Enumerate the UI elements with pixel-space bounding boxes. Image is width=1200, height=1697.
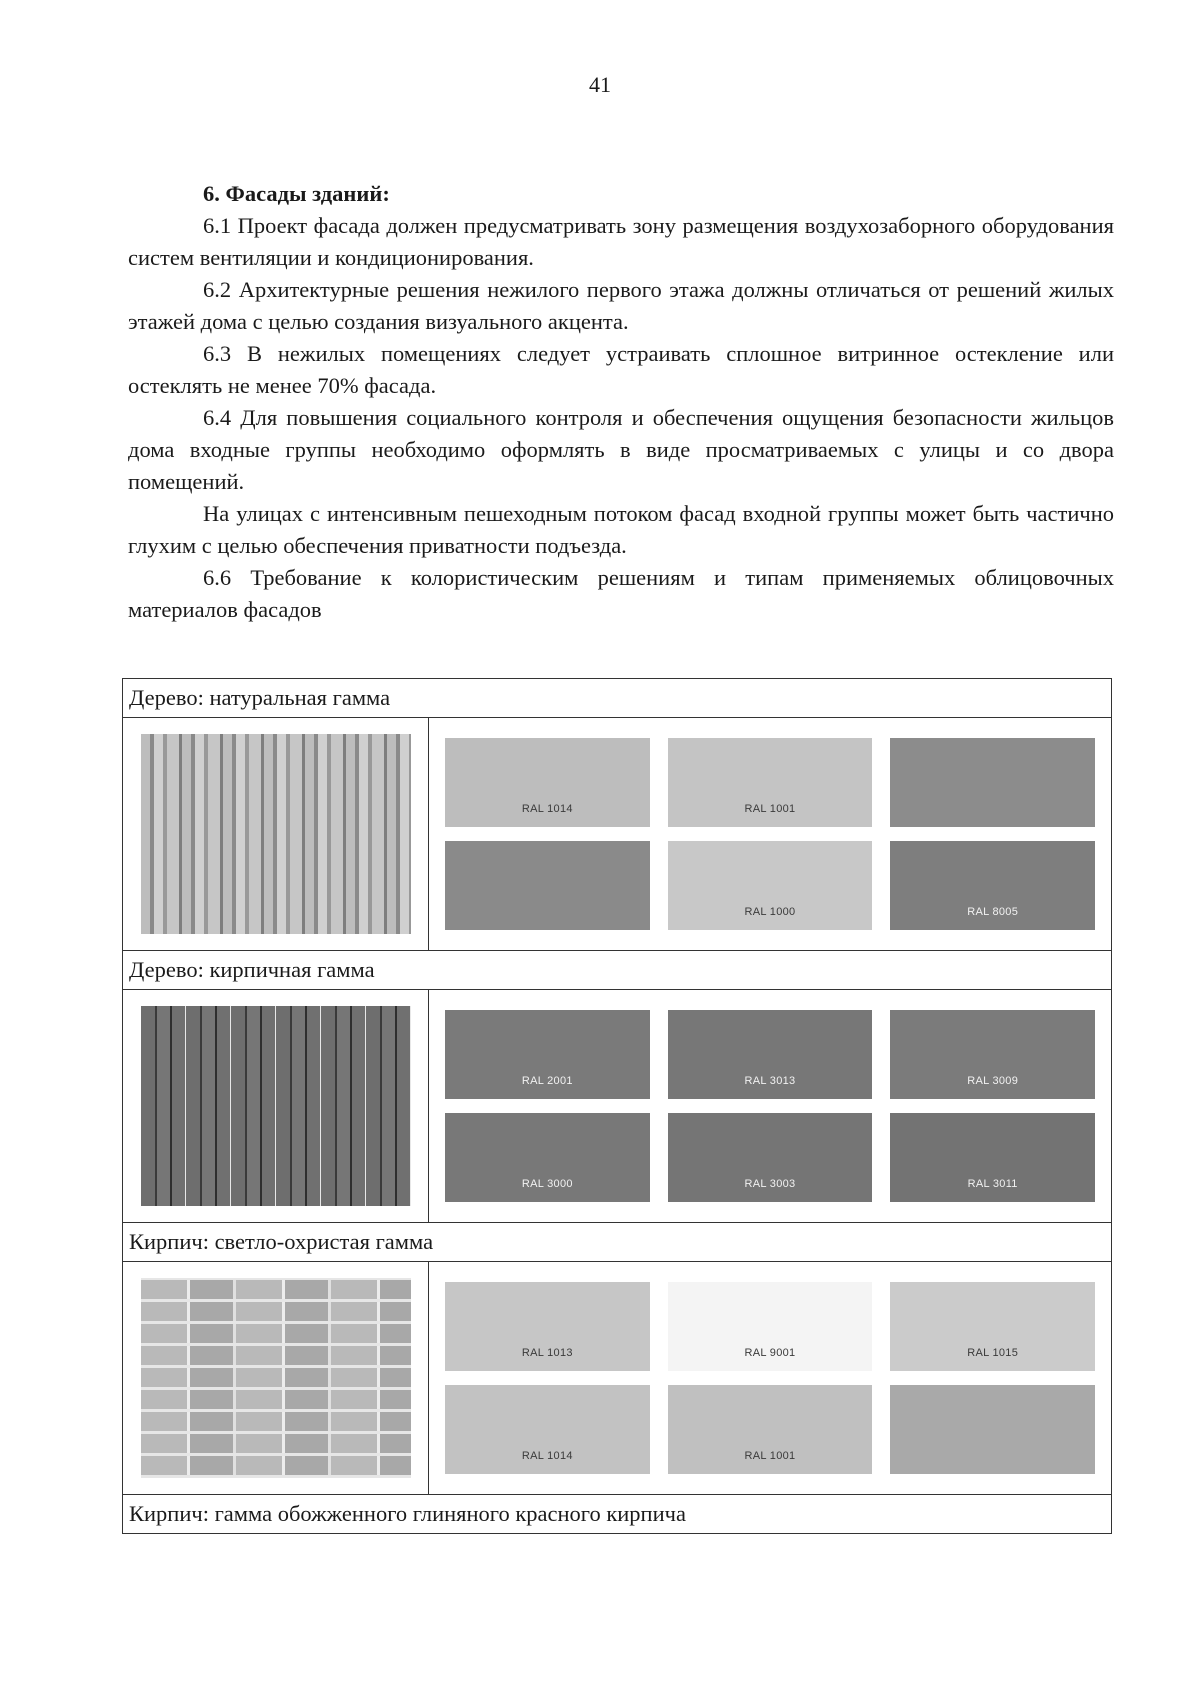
swatch-label: RAL 1013 <box>521 1347 573 1359</box>
swatch-grid <box>429 1272 1111 1484</box>
color-swatch <box>445 841 650 930</box>
color-swatch <box>668 1113 873 1202</box>
swatch-label: RAL 8005 <box>967 906 1019 918</box>
swatch-cell <box>429 1262 1112 1495</box>
texture-cell <box>123 1262 429 1495</box>
swatch-grid <box>429 1000 1111 1212</box>
swatch-grid <box>429 728 1111 940</box>
swatch-label: RAL 3003 <box>744 1178 796 1190</box>
color-swatch <box>445 738 650 827</box>
swatch-label: RAL 1014 <box>521 1450 573 1462</box>
color-swatch <box>668 1385 873 1474</box>
section-title: Дерево: натуральная гамма <box>123 679 1112 718</box>
color-swatch <box>668 1282 873 1371</box>
swatch-label: RAL 1015 <box>967 1347 1019 1359</box>
swatch-label: RAL 9001 <box>744 1347 796 1359</box>
texture-cell <box>123 718 429 951</box>
section-heading: 6. Фасады зданий: <box>203 181 390 206</box>
swatch-label: RAL 3013 <box>744 1075 796 1087</box>
color-swatch <box>890 1385 1095 1474</box>
color-swatch <box>890 1113 1095 1202</box>
swatch-label: RAL 1001 <box>744 803 796 815</box>
swatch-cell <box>429 718 1112 951</box>
paragraph-entrance: На улицах с интенсивным пешеходным потоком фасад входной группы может быть частично глухим с целью обеспечения приватности подъезда. <box>128 501 1114 558</box>
color-swatch <box>445 1010 650 1099</box>
color-swatch <box>668 841 873 930</box>
color-swatch <box>668 1010 873 1099</box>
swatch-label: RAL 1000 <box>744 906 796 918</box>
color-swatch <box>668 738 873 827</box>
swatch-label: RAL 3011 <box>967 1178 1018 1190</box>
swatch-label: RAL 3000 <box>521 1178 573 1190</box>
paragraph-6-1: 6.1 Проект фасада должен предусматривать зону размещения воздухозаборного оборудования систем вентиляции и кондиционирования. <box>128 213 1114 270</box>
swatch-cell <box>429 990 1112 1223</box>
paragraph-6-6: 6.6 Требование к колористическим решениям и типам применяемых облицовочных материалов фасадов <box>128 565 1114 622</box>
material-texture-image <box>141 1278 411 1478</box>
color-swatch <box>445 1113 650 1202</box>
color-swatch <box>890 1282 1095 1371</box>
page-number: 41 <box>589 72 611 97</box>
section-title: Дерево: кирпичная гамма <box>123 951 1112 990</box>
swatch-label: RAL 3009 <box>967 1075 1019 1087</box>
section-title: Кирпич: светло-охристая гамма <box>123 1223 1112 1262</box>
color-swatch <box>890 841 1095 930</box>
paragraph-6-2: 6.2 Архитектурные решения нежилого первого этажа должны отличаться от решений жилых этажей дома с целью создания визуального акцента. <box>128 277 1114 334</box>
swatch-label: RAL 1014 <box>521 803 573 815</box>
color-swatch <box>445 1282 650 1371</box>
body-text <box>128 178 1114 626</box>
color-swatch <box>890 1010 1095 1099</box>
paragraph-6-3: 6.3 В нежилых помещениях следует устраивать сплошное витринное остекление или остеклять не менее 70% фасада. <box>128 341 1114 398</box>
paragraph-6-4: 6.4 Для повышения социального контроля и обеспечения ощущения безопасности жильцов дома входные группы необходимо оформлять в виде просматриваемых с улицы и со двора помещений. <box>128 405 1114 494</box>
swatch-label: RAL 1001 <box>744 1450 796 1462</box>
color-swatch <box>890 738 1095 827</box>
material-texture-image <box>141 1006 411 1206</box>
texture-cell <box>123 990 429 1223</box>
color-swatch <box>445 1385 650 1474</box>
swatch-label: RAL 2001 <box>521 1075 573 1087</box>
section-title-red-brick: Кирпич: гамма обожженного глиняного красного кирпича <box>123 1495 1112 1534</box>
material-texture-image <box>141 734 411 934</box>
color-material-table <box>122 678 1112 1534</box>
